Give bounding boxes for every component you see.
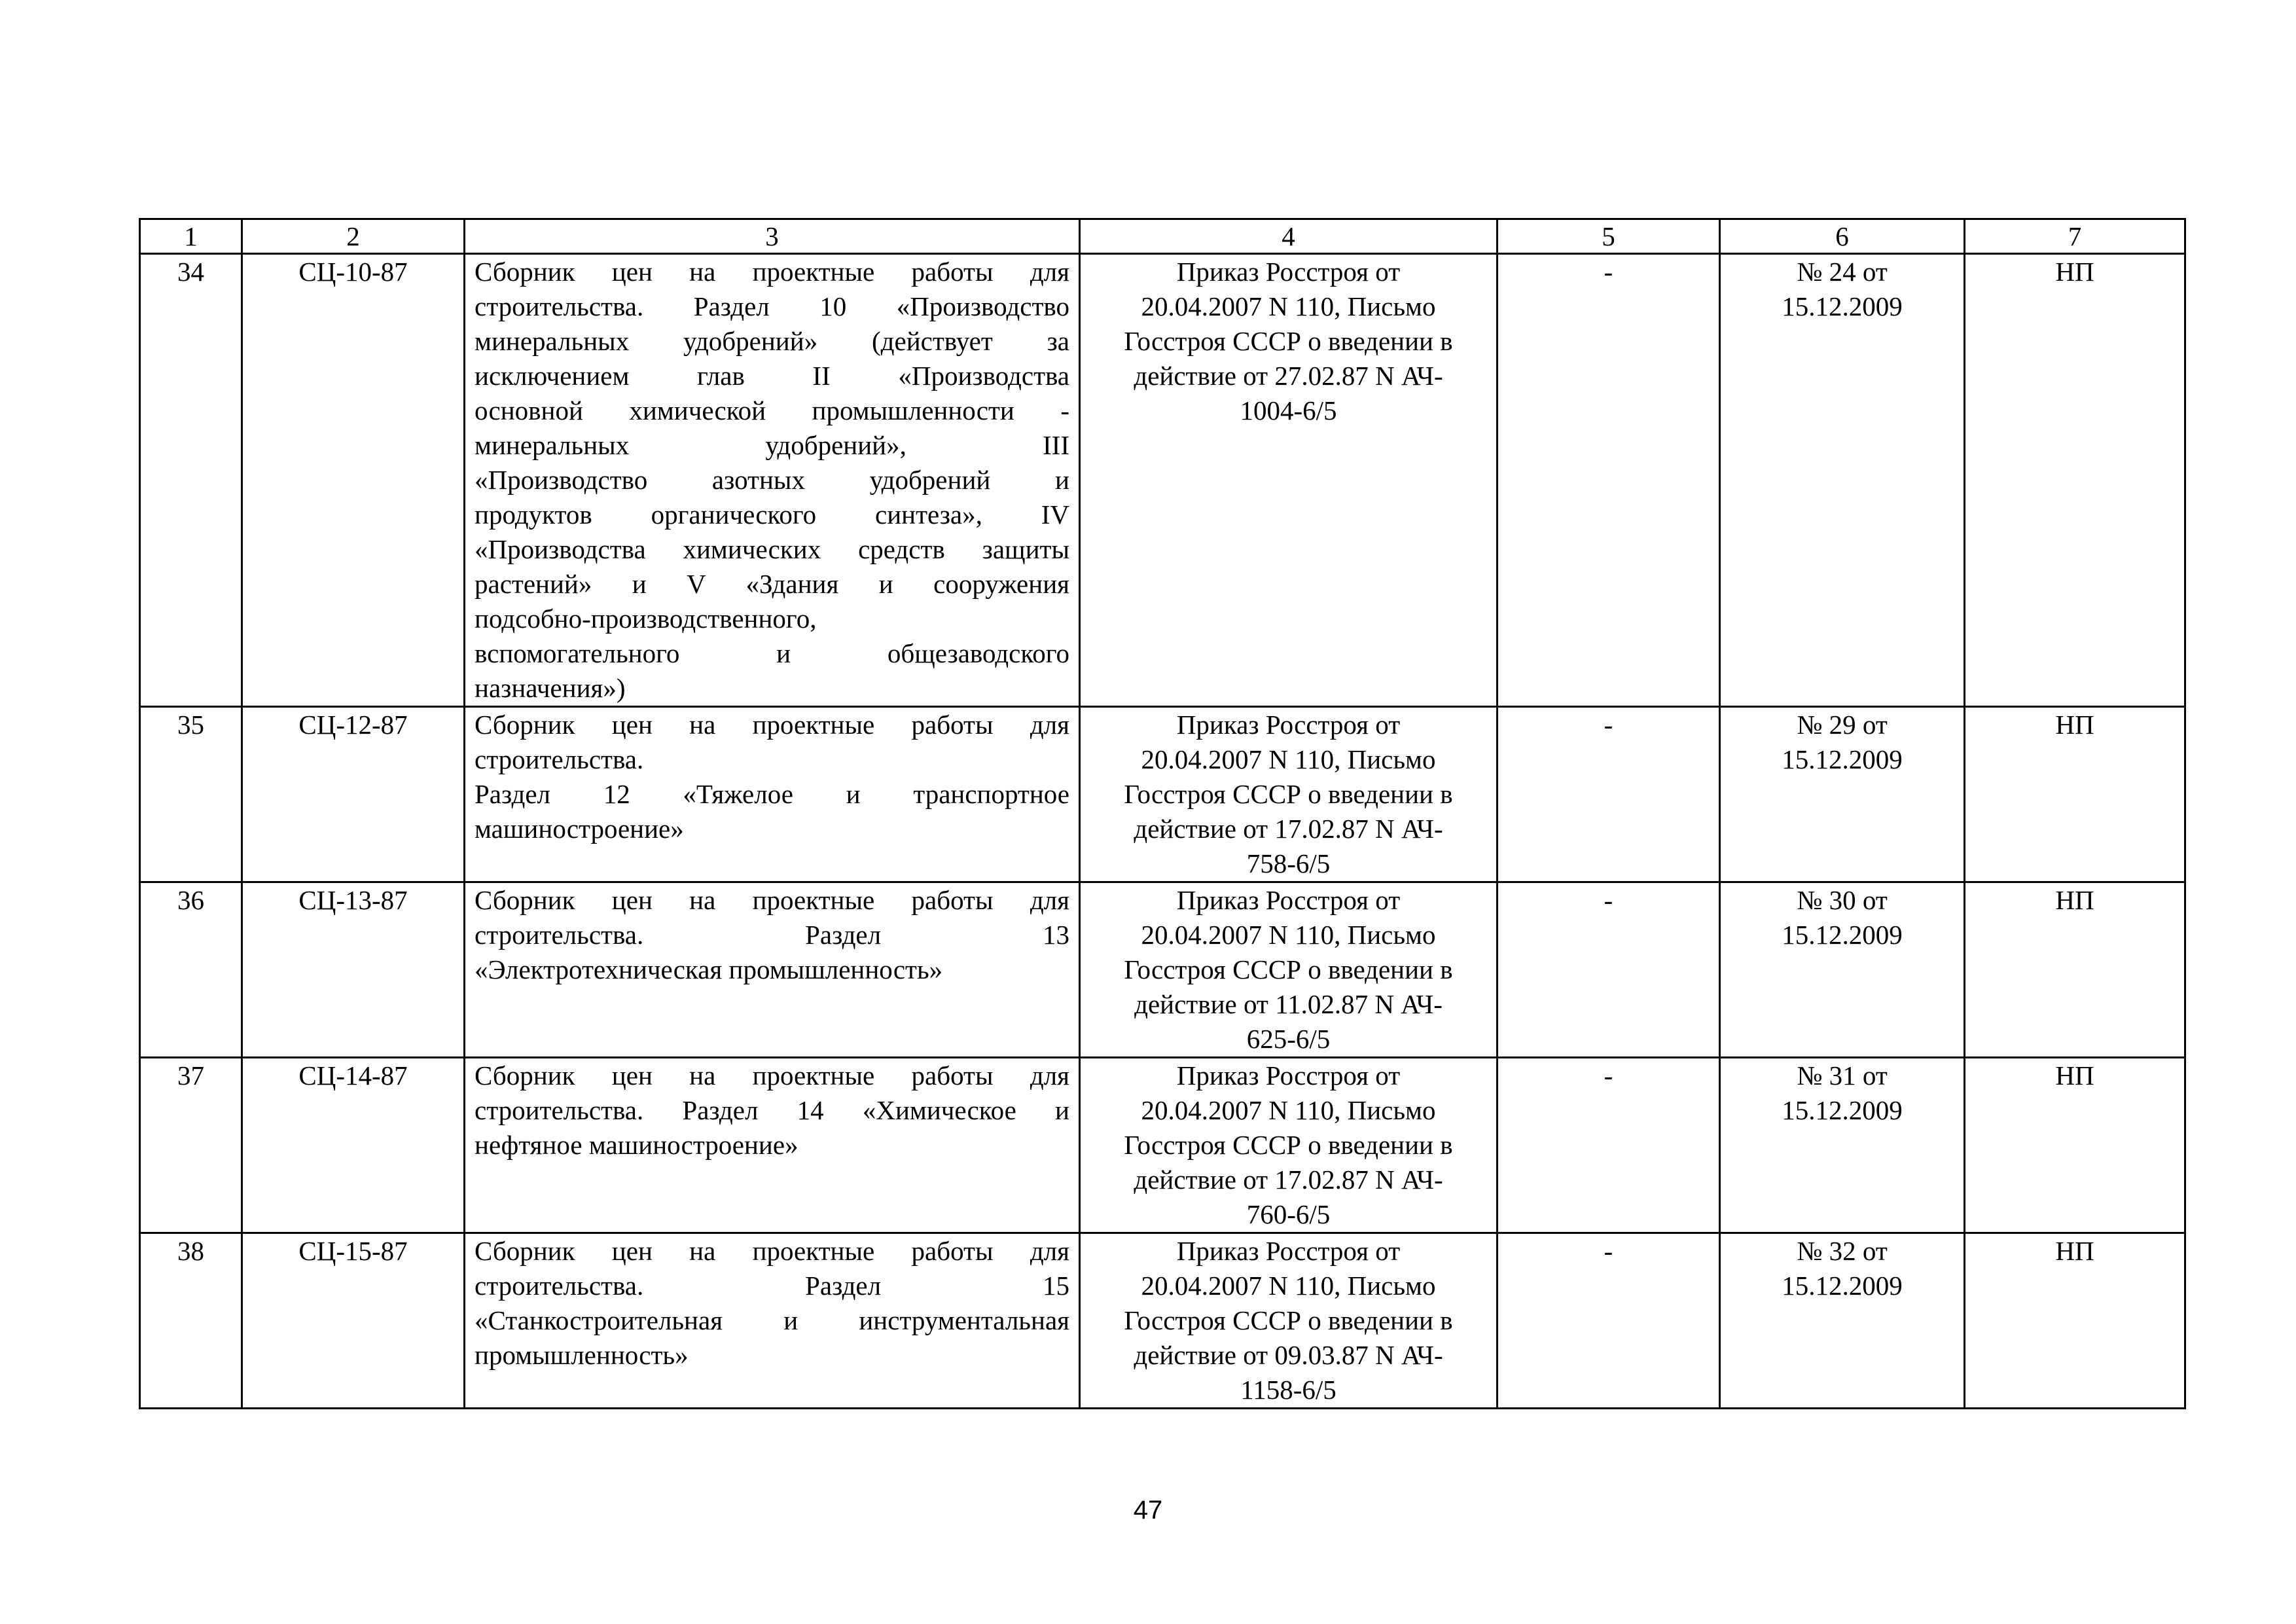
document-title-line: минеральных удобрений», III: [475, 430, 1069, 460]
reference-line: 15.12.2009: [1782, 1271, 1903, 1301]
document-title-line: нефтяное машиностроение»: [475, 1130, 798, 1160]
basis-line: 625-6/5: [1246, 1024, 1331, 1054]
basis-line: Госстроя СССР о введении в: [1124, 954, 1453, 984]
table-row: [140, 254, 2185, 707]
document-title-line: основной химической промышленности -: [475, 395, 1069, 425]
basis-line: 20.04.2007 N 110, Письмо: [1141, 1271, 1436, 1301]
column-number-cell: 4: [1080, 219, 1498, 254]
reference-line: № 30 от: [1797, 885, 1888, 915]
page-number: 47: [1133, 1496, 1163, 1525]
document-title-cell: [465, 882, 1080, 1058]
row-number-cell: 38: [140, 1233, 242, 1409]
document-title-line: подсобно-производственного,: [475, 604, 817, 634]
basis-line: Приказ Росстроя от: [1176, 710, 1401, 740]
document-title-line: Сборник цен на проектные работы для: [475, 257, 1069, 287]
table-row: [140, 882, 2185, 1058]
document-title-cell: [465, 1058, 1080, 1233]
table-row: [140, 1058, 2185, 1233]
document-title-line: Сборник цен на проектные работы для: [475, 885, 1069, 915]
reference-line: 15.12.2009: [1782, 744, 1903, 774]
basis-line: 1158-6/5: [1240, 1375, 1336, 1405]
basis-line: действие от 11.02.87 N АЧ-: [1134, 989, 1443, 1019]
row-number-cell: 34: [140, 254, 242, 707]
column-number-row: [140, 219, 2185, 254]
row-number-cell: 36: [140, 882, 242, 1058]
document-code-cell: СЦ-15-87: [242, 1233, 465, 1409]
document-title-line: назначения»): [475, 673, 626, 703]
document-title-line: Сборник цен на проектные работы для: [475, 1236, 1069, 1266]
basis-line: 20.04.2007 N 110, Письмо: [1141, 1095, 1436, 1125]
row-number-cell: 35: [140, 707, 242, 882]
reference-line: 15.12.2009: [1782, 1095, 1903, 1125]
basis-cell: [1080, 707, 1498, 882]
document-title-line: Сборник цен на проектные работы для: [475, 1060, 1069, 1091]
reference-line: 15.12.2009: [1782, 920, 1903, 950]
status-cell: НП: [1965, 707, 2185, 882]
reference-cell: [1720, 1058, 1965, 1233]
document-title-cell: [465, 707, 1080, 882]
document-title-line: Сборник цен на проектные работы для: [475, 710, 1069, 740]
document-code-cell: СЦ-10-87: [242, 254, 465, 707]
column-5-cell: -: [1498, 1058, 1720, 1233]
document-title-line: строительства. Раздел 13: [475, 920, 1069, 950]
basis-line: 20.04.2007 N 110, Письмо: [1141, 744, 1436, 774]
status-cell: НП: [1965, 882, 2185, 1058]
reference-line: № 32 от: [1797, 1236, 1888, 1266]
basis-line: действие от 17.02.87 N АЧ-: [1134, 1164, 1443, 1195]
basis-line: Приказ Росстроя от: [1176, 1236, 1401, 1266]
document-title-line: строительства.: [475, 744, 644, 774]
document-title-line: машиностроение»: [475, 814, 684, 844]
document-code-cell: СЦ-13-87: [242, 882, 465, 1058]
reference-line: № 24 от: [1797, 257, 1888, 287]
column-number-cell: 2: [242, 219, 465, 254]
status-cell: НП: [1965, 254, 2185, 707]
document-title-line: «Производства химических средств защиты: [475, 534, 1069, 564]
basis-line: действие от 09.03.87 N АЧ-: [1134, 1340, 1443, 1370]
basis-line: действие от 27.02.87 N АЧ-: [1134, 361, 1443, 391]
basis-cell: [1080, 1058, 1498, 1233]
document-code-cell: СЦ-12-87: [242, 707, 465, 882]
table-row: [140, 707, 2185, 882]
basis-line: Госстроя СССР о введении в: [1124, 326, 1453, 356]
document-title-line: «Электротехническая промышленность»: [475, 954, 943, 984]
document-code-cell: СЦ-14-87: [242, 1058, 465, 1233]
status-cell: НП: [1965, 1058, 2185, 1233]
basis-line: 20.04.2007 N 110, Письмо: [1141, 291, 1436, 321]
reference-line: № 29 от: [1797, 710, 1888, 740]
column-number-cell: 3: [465, 219, 1080, 254]
registry-table: [139, 218, 2186, 1409]
column-5-cell: -: [1498, 1233, 1720, 1409]
basis-cell: [1080, 254, 1498, 707]
document-title-line: вспомогательного и общезаводского: [475, 638, 1069, 668]
reference-line: 15.12.2009: [1782, 291, 1903, 321]
registry-table-body: [140, 219, 2185, 1409]
document-title-line: «Станкостроительная и инструментальная: [475, 1305, 1069, 1335]
document-title-line: продуктов органического синтеза», IV: [475, 499, 1069, 530]
basis-cell: [1080, 1233, 1498, 1409]
basis-line: Приказ Росстроя от: [1176, 885, 1401, 915]
document-title-cell: [465, 254, 1080, 707]
document-title-line: промышленность»: [475, 1340, 689, 1370]
document-title-line: строительства. Раздел 10 «Производство: [475, 291, 1069, 321]
basis-line: 758-6/5: [1246, 848, 1331, 878]
basis-line: Госстроя СССР о введении в: [1124, 1130, 1453, 1160]
column-5-cell: -: [1498, 254, 1720, 707]
column-5-cell: -: [1498, 882, 1720, 1058]
column-number-cell: 1: [140, 219, 242, 254]
basis-line: действие от 17.02.87 N АЧ-: [1134, 814, 1443, 844]
document-title-cell: [465, 1233, 1080, 1409]
reference-cell: [1720, 882, 1965, 1058]
document-title-line: «Производство азотных удобрений и: [475, 465, 1069, 495]
document-title-line: строительства. Раздел 15: [475, 1271, 1069, 1301]
document-title-line: минеральных удобрений» (действует за: [475, 326, 1069, 356]
document-title-line: исключением глав II «Производства: [475, 361, 1069, 391]
column-number-cell: 7: [1965, 219, 2185, 254]
basis-line: 20.04.2007 N 110, Письмо: [1141, 920, 1436, 950]
basis-line: 1004-6/5: [1240, 395, 1337, 425]
column-5-cell: -: [1498, 707, 1720, 882]
document-title-line: строительства. Раздел 14 «Химическое и: [475, 1095, 1069, 1125]
basis-line: Госстроя СССР о введении в: [1124, 779, 1453, 809]
document-title-line: растений» и V «Здания и сооружения: [475, 569, 1069, 599]
table-row: [140, 1233, 2185, 1409]
reference-line: № 31 от: [1797, 1060, 1888, 1091]
reference-cell: [1720, 707, 1965, 882]
basis-line: 760-6/5: [1246, 1199, 1331, 1229]
reference-cell: [1720, 1233, 1965, 1409]
basis-line: Госстроя СССР о введении в: [1124, 1305, 1453, 1335]
basis-cell: [1080, 882, 1498, 1058]
column-number-cell: 6: [1720, 219, 1965, 254]
column-number-cell: 5: [1498, 219, 1720, 254]
reference-cell: [1720, 254, 1965, 707]
row-number-cell: 37: [140, 1058, 242, 1233]
basis-line: Приказ Росстроя от: [1176, 1060, 1401, 1091]
basis-line: Приказ Росстроя от: [1176, 257, 1401, 287]
status-cell: НП: [1965, 1233, 2185, 1409]
document-title-line: Раздел 12 «Тяжелое и транспортное: [475, 779, 1069, 809]
